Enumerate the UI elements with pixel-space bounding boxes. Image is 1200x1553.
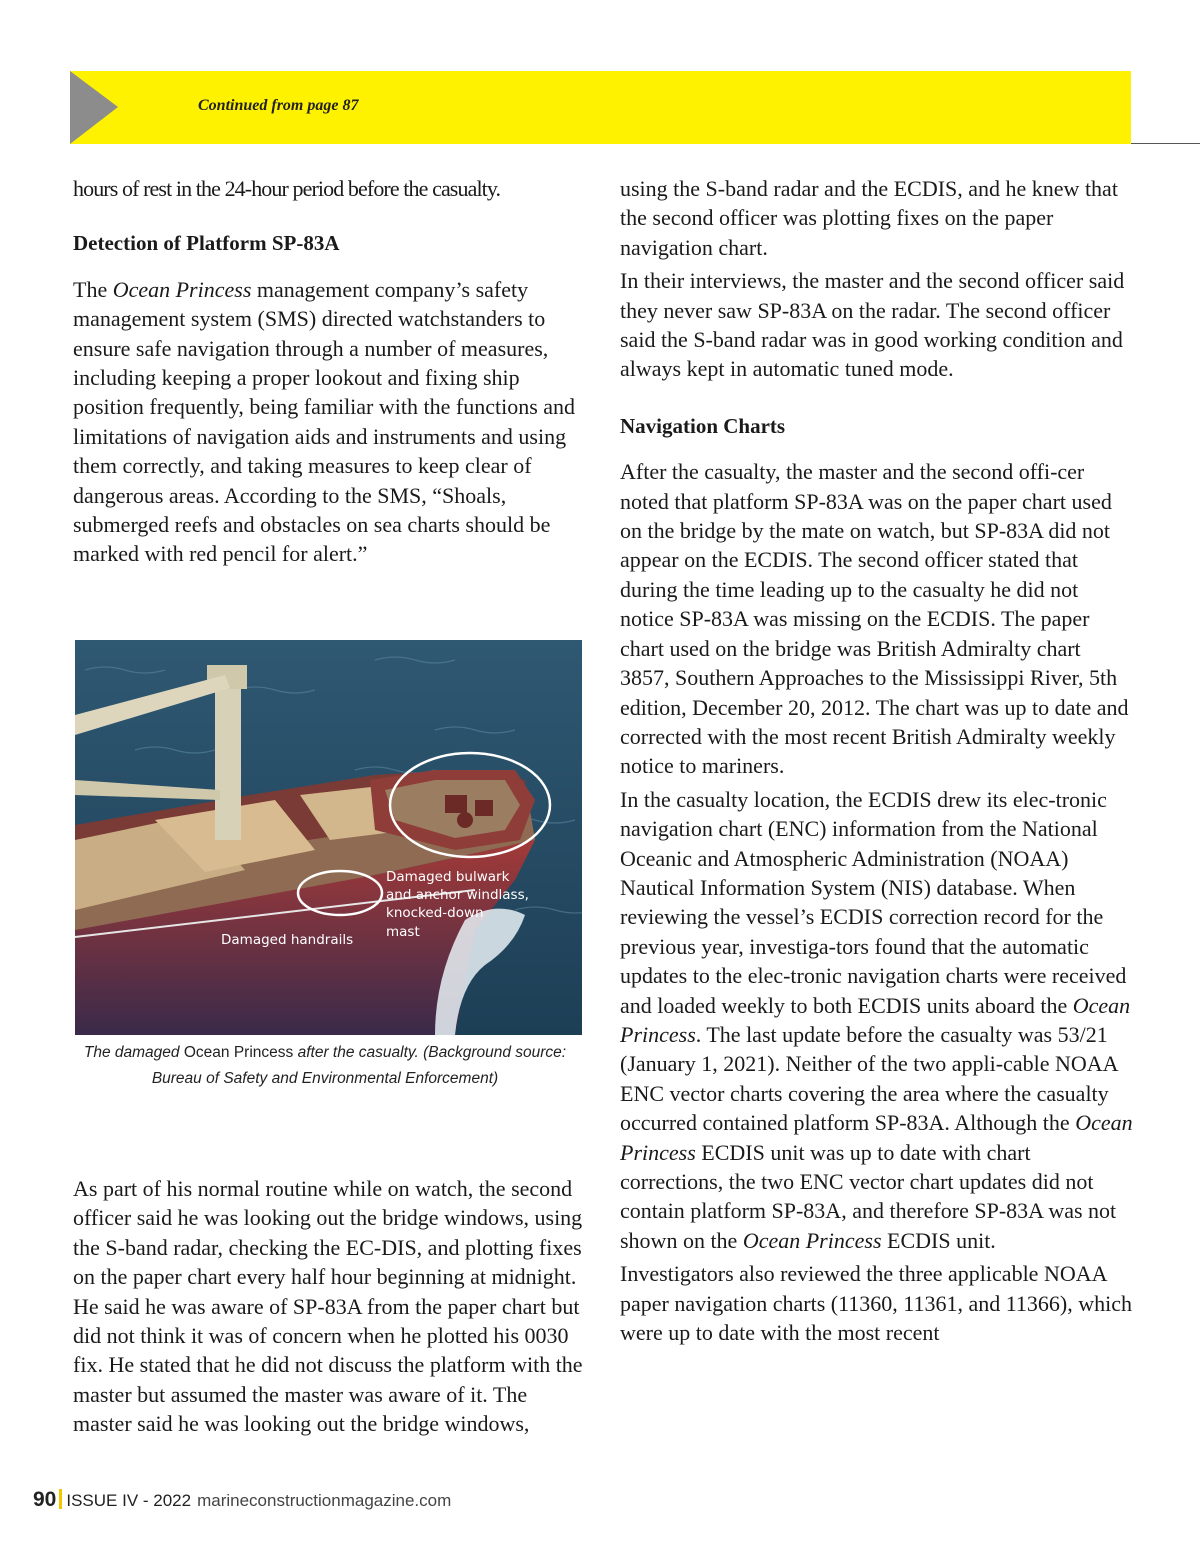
section-heading: Detection of Platform SP-83A [73, 231, 340, 256]
left-column-bottom [73, 1174, 588, 1439]
photo-caption: The damaged Ocean Princess after the casualty. (Background source: Bureau of Safety and Environmental Enforcement) [83, 1044, 567, 1087]
banner-rule [1131, 143, 1200, 144]
issue-label: ISSUE IV - 2022 [66, 1491, 192, 1510]
ship-photo [75, 640, 582, 1035]
label-bulwark-line-3: knocked-down [386, 905, 484, 921]
paragraph: As part of his normal routine while on watch, the second officer said he was looking out the bridge windows, using the S-band radar, checking the EC-DIS, and plotting fixes on the paper chart every half hour beginning at midnight. He said he was aware of SP-83A from the paper chart but did not think it was of concern when he plotted his 0030 fix. He stated that he did not discuss the platform with the master but assumed the master was aware of it. The master said he was looking out the bridge windows, [73, 1176, 583, 1437]
left-column-top [73, 174, 588, 569]
arrow-icon [70, 71, 118, 144]
page-number: 90 [33, 1488, 57, 1511]
paragraph: In the casualty location, the ECDIS drew its elec-tronic navigation chart (ENC) information from the National Oceanic and Atmospheric Administration (NOAA) Nautical Information System (NIS) database. When reviewing the vessel’s ECDIS correction record for the previous year, investiga-tors found that the automatic updates to the elec-tronic navigation charts were received and loaded weekly to both ECDIS units aboard the Ocean Princess. The last update before the casualty was 53/21 (January 1, 2021). Neither of the two appli-cable NOAA ENC vector charts covering the area where the casualty occurred contained platform SP-83A. Although the Ocean Princess ECDIS unit was up to date with chart corrections, the two ENC vector chart updates did not contain platform SP-83A, and therefore SP-83A was not shown on the Ocean Princess ECDIS unit. [620, 786, 1133, 1253]
damaged-ship-image [75, 640, 582, 1035]
label-handrails: Damaged handrails [221, 932, 354, 948]
right-column [620, 174, 1135, 1347]
paragraph: The Ocean Princess management company’s safety management system (SMS) directed watchstanders to ensure safe navigation through a number of measures, including keeping a proper lookout and fixing ship position frequently, being familiar with the functions and limitations of navigation aids and instruments and using them correctly, and taking measures to keep clear of dangerous areas. According to the SMS, “Shoals, submerged reefs and obstacles on sea charts should be marked with red pencil for alert.” [73, 276, 576, 567]
label-bulwark-line-2: and anchor windlass, [386, 887, 529, 903]
paragraph: In their interviews, the master and the second officer said they never saw SP-83A on the radar. The second officer said the S-band radar was in good working condition and always kept in automatic tuned mode. [620, 268, 1125, 382]
page-footer [33, 1488, 451, 1512]
paragraph: Investigators also reviewed the three applicable NOAA paper navigation charts (11360, 11361, and 11366), which were up to date with the most recent [620, 1261, 1132, 1346]
website-link[interactable]: marineconstructionmagazine.com [197, 1491, 452, 1510]
paragraph: After the casualty, the master and the second offi-cer noted that platform SP-83A was on the paper chart used on the bridge by the mate on watch, but SP-83A did not appear on the ECDIS. The second officer stated that during the time leading up to the casualty he did not notice SP-83A was missing on the ECDIS. The paper chart used on the bridge was British Admiralty chart 3857, Southern Approaches to the Mississippi River, 5th edition, December 20, 2012. The chart was up to date and corrected with the most recent British Admiralty weekly notice to mariners. [620, 459, 1129, 779]
label-bulwark-line-1: Damaged bulwark [386, 869, 510, 885]
footer-divider [59, 1489, 62, 1509]
paragraph: using the S-band radar and the ECDIS, and he knew that the second officer was plotting fixes on the paper navigation chart. [620, 176, 1118, 260]
section-heading: Navigation Charts [620, 413, 786, 438]
label-bulwark-line-4: mast [386, 924, 420, 940]
continued-label: Continued from page 87 [198, 97, 359, 114]
paragraph: hours of rest in the 24-hour period before the casualty. [73, 176, 501, 201]
